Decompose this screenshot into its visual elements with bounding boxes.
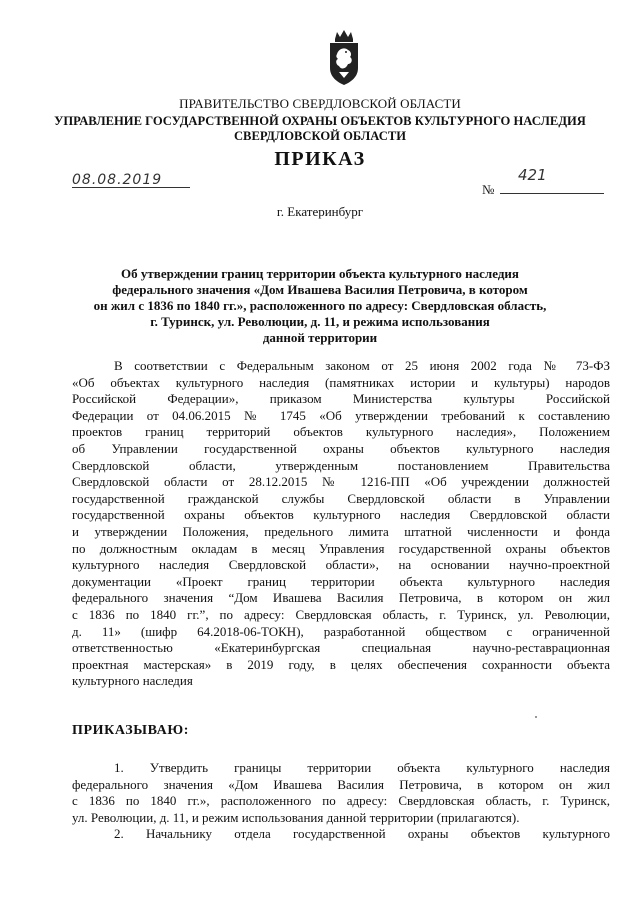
preamble-line: ответственностью «Екатеринбургская специальная научно-реставрационная (72, 640, 610, 656)
preamble-line: «Об объектах культурного наследия (памятниках истории и культуры) народов (72, 374, 610, 390)
government-name: ПРАВИТЕЛЬСТВО СВЕРДЛОВСКОЙ ОБЛАСТИ (179, 96, 461, 111)
preamble-line: с 1836 по 1840 гг.”, по адресу: Свердловская область, г. Туринск, ул. Революции, (72, 606, 610, 622)
preamble-line: об Управлении государственной охраны объектов культурного наследия (72, 440, 610, 456)
department-name (0, 114, 640, 144)
preamble-line: федерального значения “Дом Ивашева Василия Петровича, в котором он жил (72, 590, 610, 606)
preamble-line: документации «Проект границ территории объекта культурного наследия (72, 573, 610, 589)
department-line-2: СВЕРДЛОВСКОЙ ОБЛАСТИ (233, 129, 407, 143)
preamble-paragraph (72, 358, 610, 690)
scan-speck (535, 716, 537, 718)
preamble-line: культурного наследия Свердловской области», на основании научно-проектной (72, 557, 610, 573)
order-item-line: ул. Революции, д. 11, и режим использования данной территории (прилагаются). (72, 809, 520, 825)
document-type: ПРИКАЗ (274, 148, 366, 170)
department-line-1: УПРАВЛЕНИЕ ГОСУДАРСТВЕННОЙ ОХРАНЫ ОБЪЕКТОВ КУЛЬТУРНОГО НАСЛЕДИЯ (54, 114, 586, 128)
order-item-line: 2. Начальнику отдела государственной охраны объектов культурного (114, 826, 610, 842)
number-underline (500, 193, 604, 194)
order-item-line: с 1836 по 1840 гг.», расположенного по адресу: Свердловская область, г. Туринск, (72, 793, 610, 809)
subject-line: Об утверждении границ территории объекта культурного наследия (121, 266, 519, 281)
order-number: 421 (518, 166, 547, 184)
preamble-line: Свердловской области от 28.12.2015 № 1216-ПП «Об учреждении должностей (72, 474, 610, 490)
city: г. Екатеринбург (276, 204, 364, 219)
order-heading: ПРИКАЗЫВАЮ: (72, 723, 189, 738)
preamble-line: по должностным окладам в месяц Управления государственной охраны объектов (72, 540, 610, 556)
preamble-line: проектов границ территорий объектов культурного наследия», Положением (72, 424, 610, 440)
preamble-line: Федерации от 04.06.2015 № 1745 «Об утверждении требований к составлению (72, 407, 610, 423)
order-subject (60, 266, 580, 346)
date-underline (72, 187, 190, 188)
preamble-line: В соответствии с Федеральным законом от 25 июня 2002 года № 73-ФЗ (114, 358, 610, 373)
preamble-line: Свердловской области, утвержденным постановлением Правительства (72, 457, 610, 473)
preamble-line: государственной гражданской службы Свердловской области в Управлении (72, 490, 610, 506)
subject-line: он жил с 1836 по 1840 гг.», расположенного по адресу: Свердловская область, (93, 298, 547, 313)
preamble-line: проектная мастерская» в 2019 году, в целях обеспечения сохранности объекта (72, 656, 610, 672)
order-item-line: 1. Утвердить границы территории объекта культурного наследия (114, 760, 610, 775)
subject-line: федерального значения «Дом Ивашева Василия Петровича, в котором (112, 282, 528, 297)
preamble-line: д. 11» (шифр 64.2018-06-ТОКН), разработанной обществом с ограниченной (72, 623, 610, 639)
preamble-line: государственной охраны объектов культурного наследия Свердловской области (72, 507, 610, 523)
preamble-line: Российской Федерации», приказом Министерства культуры Российской (72, 391, 610, 407)
subject-line: данной территории (262, 330, 378, 345)
preamble-line: культурного наследия (72, 673, 193, 689)
sverdlovsk-coat-of-arms-icon (327, 30, 361, 86)
preamble-line: и утверждении Положения, предельного лимита штатной численности и фонда (72, 523, 610, 539)
order-items (72, 760, 610, 843)
order-date: 08.08.2019 (72, 172, 163, 188)
order-item-line: федерального значения «Дом Ивашева Василия Петровича, в котором он жил (72, 776, 610, 792)
number-label: № (482, 182, 495, 197)
subject-line: г. Туринск, ул. Революции, д. 11, и режима использования (150, 314, 490, 329)
